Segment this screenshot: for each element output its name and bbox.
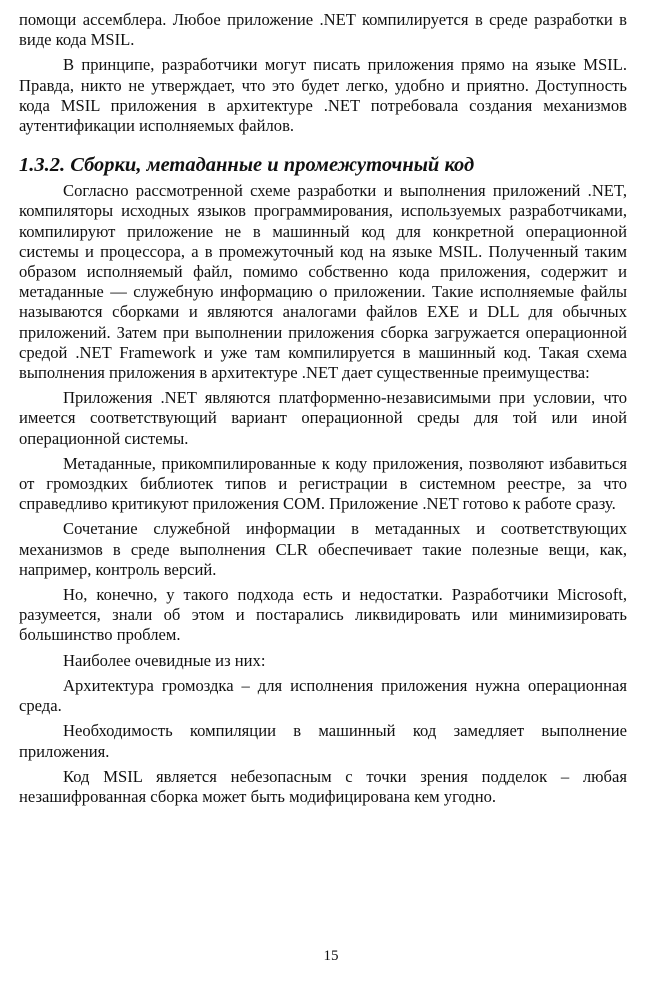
paragraph-compilation-slow: Необходимость компиляции в машинный код замедляет выполнение приложения.	[19, 721, 627, 761]
paragraph-continuation: помощи ассемблера. Любое приложение .NET компилируется в среде разработки в виде кода MSIL.	[19, 10, 627, 50]
paragraph-msil-unsafe: Код MSIL является небезопасным с точки зрения подделок – любая незашифрованная сборка может быть модифицирована кем угодно.	[19, 766, 627, 806]
document-page	[19, 10, 627, 812]
page-number: 15	[323, 948, 339, 964]
paragraph-msil-development: В принципе, разработчики могут писать приложения прямо на языке MSIL. Правда, никто не утверждает, что это будет легко, удобно и приятно. Доступность кода MSIL приложения в архитектуре .NET потребовала создания механизмов аутентификации исполняемых файлов.	[19, 55, 627, 136]
section-heading: 1.3.2. Сборки, метаданные и промежуточный код	[19, 154, 475, 177]
paragraph-most-obvious: Наиболее очевидные из них:	[63, 650, 266, 670]
paragraph-assemblies-intro: Согласно рассмотренной схеме разработки и выполнения приложений .NET, компиляторы исходных языков программирования, используемых разработчиками, компилируют приложение не в машинный код для конкретной операционной системы и процессора, а в промежуточный код на языке MSIL. Полученный таким образом исполняемый файл, помимо собственно кода приложения, содержит и метаданные — служебную информацию о приложении. Такие исполняемые файлы называются сборками и являются аналогами файлов EXE и DLL для обычных приложений. Затем при выполнении приложения сборка загружается операционной средой .NET Framework и уже там компилируется в машинный код. Такая схема выполнения приложения в архитектуре .NET дает существенные преимущества:	[19, 181, 627, 383]
paragraph-platform-independence: Приложения .NET являются платформенно-независимыми при условии, что имеется соответствующий вариант операционной среды для той или иной операционной системы.	[19, 388, 627, 448]
paragraph-architecture-bulky: Архитектура громоздка – для исполнения приложения нужна операционная среда.	[19, 675, 627, 716]
paragraph-drawbacks: Но, конечно, у такого подхода есть и недостатки. Разработчики Microsoft, разумеется, знали об этом и постарались ликвидировать или минимизировать большинство проблем.	[19, 585, 627, 645]
paragraph-metadata: Метаданные, прикомпилированные к коду приложения, позволяют избавиться от громоздких библиотек типов и регистрации в системном реестре, за что справедливо критикуют приложения COM. Приложение .NET готово к работе сразу.	[19, 453, 627, 514]
paragraph-versioning: Сочетание служебной информации в метаданных и соответствующих механизмов в среде выполнения CLR обеспечивает такие полезные вещи, как, например, контроль версий.	[19, 519, 627, 579]
